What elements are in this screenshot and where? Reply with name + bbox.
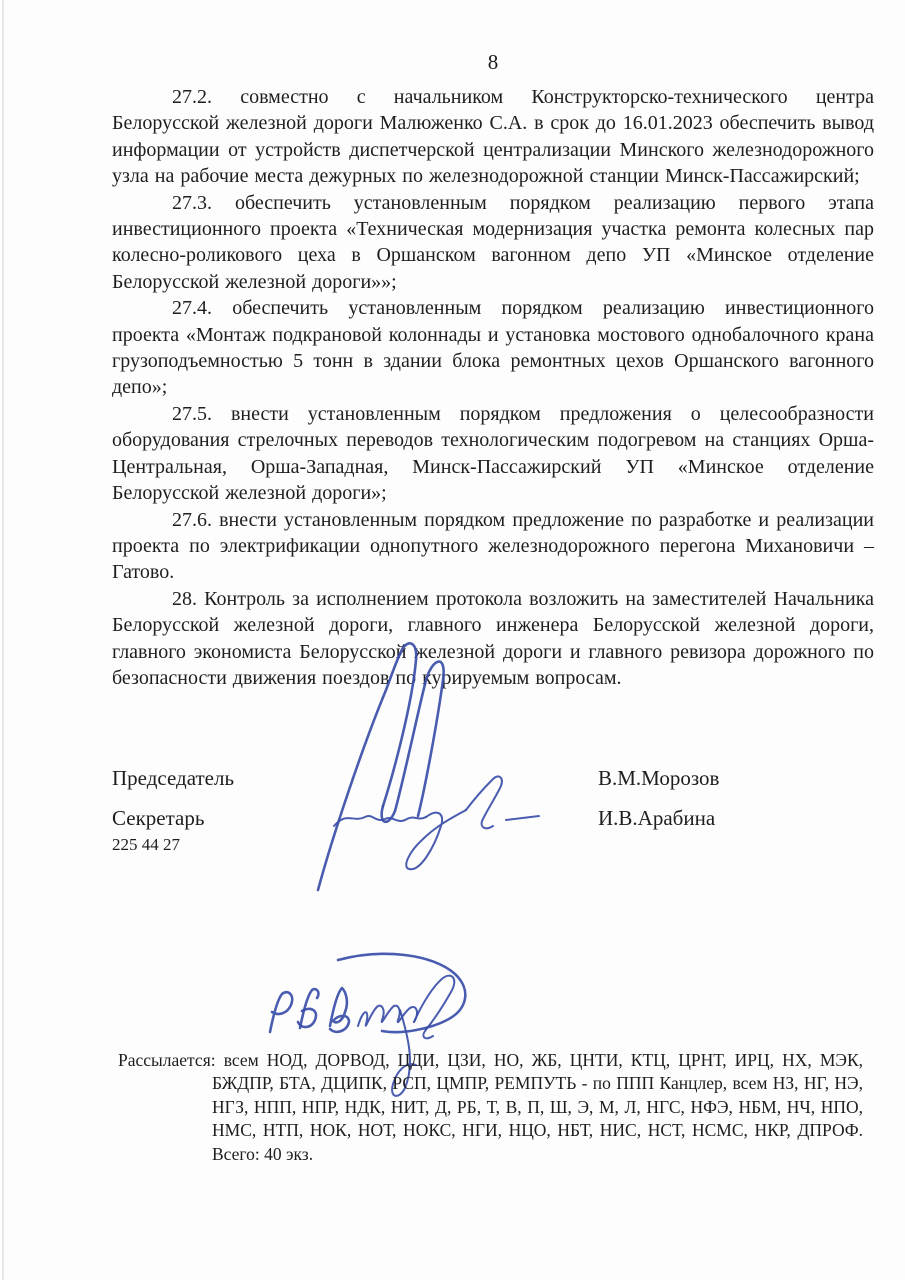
secretary-label: Секретарь xyxy=(112,806,205,830)
distribution-text: всем НОД, ДОРВОД, ЦДИ, ЦЗИ, НО, ЖБ, ЦНТИ, КТЦ, ЦРНТ, ИРЦ, НХ, МЭК, БЖДПР, БТА, ДЦИПК, РСП, ЦМПР, РЕМПУТЬ - по ППП Канцлер, всем НЗ, НГ, НЭ, НГЗ, НПП, НПР, НДК, НИТ, Д, РБ, Т, В, П, Ш, Э, М, Л, НГС, НФЭ, НБМ, НЧ, НПО, НМС, НТП, НОК, НОТ, НОКС, НГИ, НЦО, НБТ, НИС, НСТ, НСМС, НКР, ДПРОФ. Всего: 40 экз. xyxy=(212,1050,863,1164)
paragraph-27-3: 27.3. обеспечить установленным порядком реализацию первого этапа инвестиционного проекта «Техническая модернизация участка ремонта колесных пар колесно-роликового цеха в Оршанском вагонном депо УП «Минское отделение Белорусской железной дороги»»; xyxy=(112,191,874,293)
distribution-label: Рассылается: xyxy=(118,1050,216,1070)
chairman-name: В.М.Морозов xyxy=(598,766,720,790)
paragraph-27-5: 27.5. внести установленным порядком предложения о целесообразности оборудования стрелочных переводов технологическим подогревом на станциях Орша-Центральная, Орша-Западная, Минск-Пассажирский УП «Минское отделение Белорусской железной дороги»; xyxy=(112,402,874,505)
document-body xyxy=(112,84,874,691)
paragraph-27-4: 27.4. обеспечить установленным порядком реализацию инвестиционного проекта «Монтаж подкрановой колоннады и установка мостового однобалочного крана грузоподъемностью 5 тонн в здании блока ремонтных цехов Оршанского вагонного депо»; xyxy=(112,297,874,399)
chairman-label: Председатель xyxy=(112,766,235,790)
paragraph-28: 28. Контроль за исполнением протокола возложить на заместителей Начальника Белорусской железной дороги, главного инженера Белорусской железной дороги, главного экономиста Белорусской железной дороги и главного ревизора дорожного по безопасности движения поездов по курируемым вопросам. xyxy=(112,587,874,689)
paragraph-27-6: 27.6. внести установленным порядком предложение по разработке и реализации проекта по электрификации однопутного железнодорожного перегона Михановичи – Гатово. xyxy=(112,508,874,584)
secretary-name: И.В.Арабина xyxy=(598,806,716,830)
secretary-phone: 225 44 27 xyxy=(112,835,180,854)
paragraph-27-2: 27.2. совместно с начальником Конструкторско-технического центра Белорусской железной дороги Малюженко С.А. в срок до 16.01.2023 обеспечить вывод информации от устройств диспетчерской централизации Минского железнодорожного узла на рабочие места дежурных по железнодорожной станции Минск-Пассажирский; xyxy=(112,86,874,188)
page-number: 8 xyxy=(487,50,499,74)
distribution-list xyxy=(118,1049,863,1166)
scan-edge-artifact xyxy=(2,0,4,1280)
